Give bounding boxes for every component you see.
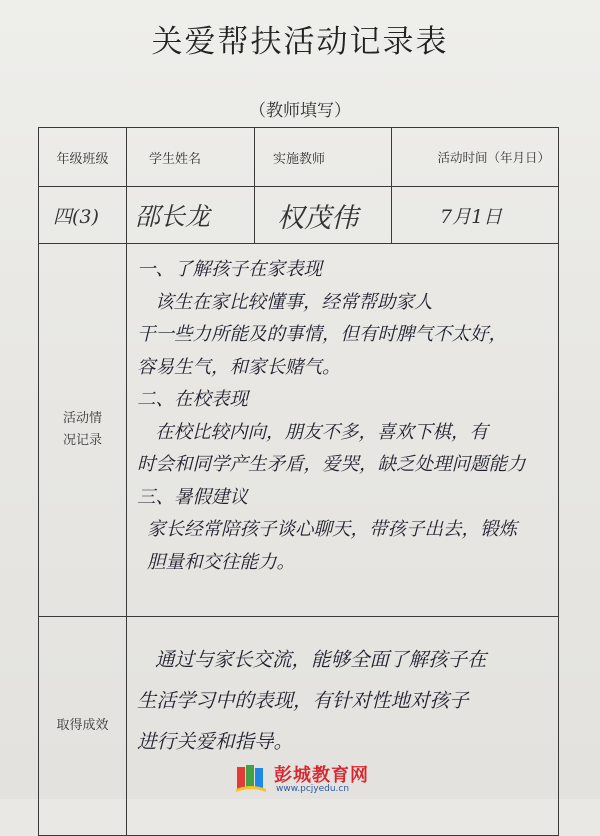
- grade-class-value: 四(3): [39, 187, 127, 244]
- activity-line: 二、在校表现: [137, 389, 249, 410]
- activity-line: 该生在家比较懂事，经常帮助家人: [155, 291, 433, 313]
- activity-line: 三、暑假建议: [137, 486, 249, 508]
- activity-label-line-1: 活动情: [62, 411, 102, 426]
- header-grade-class: 年级班级: [39, 128, 127, 187]
- header-student-name: 学生姓名: [127, 128, 255, 187]
- activity-line: 容易生气，和家长赌气。: [137, 356, 341, 378]
- result-line: 生活学习中的表现，有针对性地对孩子: [137, 689, 469, 712]
- header-teacher: 实施教师: [255, 128, 392, 187]
- watermark-name: 彭城教育网: [274, 765, 369, 786]
- result-label: 取得成效: [39, 617, 127, 836]
- page-subtitle: （教师填写）: [249, 101, 351, 121]
- activity-label-line-2: 况记录: [62, 433, 102, 448]
- header-activity-time: 活动时间（年月日）: [392, 128, 559, 187]
- activity-line: 家长经常陪孩子谈心聊天，带孩子出去，锻炼: [147, 519, 518, 540]
- activity-content: [127, 244, 559, 617]
- result-content: [127, 617, 559, 836]
- result-line: 通过与家长交流，能够全面了解孩子在: [155, 648, 487, 671]
- record-row: [39, 187, 559, 244]
- date-value: 7月1日: [392, 187, 559, 244]
- result-line: 进行关爱和指导。: [137, 730, 294, 753]
- student-name-value: 邵长龙: [127, 187, 255, 244]
- activity-line: 时会和同学产生矛盾，爱哭，缺乏处理问题能力: [137, 454, 526, 475]
- record-table: [38, 127, 559, 836]
- activity-line: 在校比较内向，朋友不多，喜欢下棋，有: [155, 421, 489, 443]
- activity-line: 胆量和交往能力。: [147, 551, 296, 573]
- watermark-url: www.pcjyedu.cn: [276, 784, 350, 794]
- activity-label: [39, 244, 127, 617]
- page-title: 关爱帮扶活动记录表: [151, 24, 449, 60]
- activity-line: 干一些力所能及的事情，但有时脾气不太好，: [137, 324, 508, 345]
- activity-row: [39, 244, 559, 617]
- book-logo-icon: [234, 763, 268, 793]
- teacher-value: 权茂伟: [255, 187, 392, 244]
- activity-line: 一、了解孩子在家表现: [137, 259, 323, 280]
- result-row: [39, 617, 559, 836]
- watermark: [226, 761, 386, 797]
- header-row: [39, 128, 559, 187]
